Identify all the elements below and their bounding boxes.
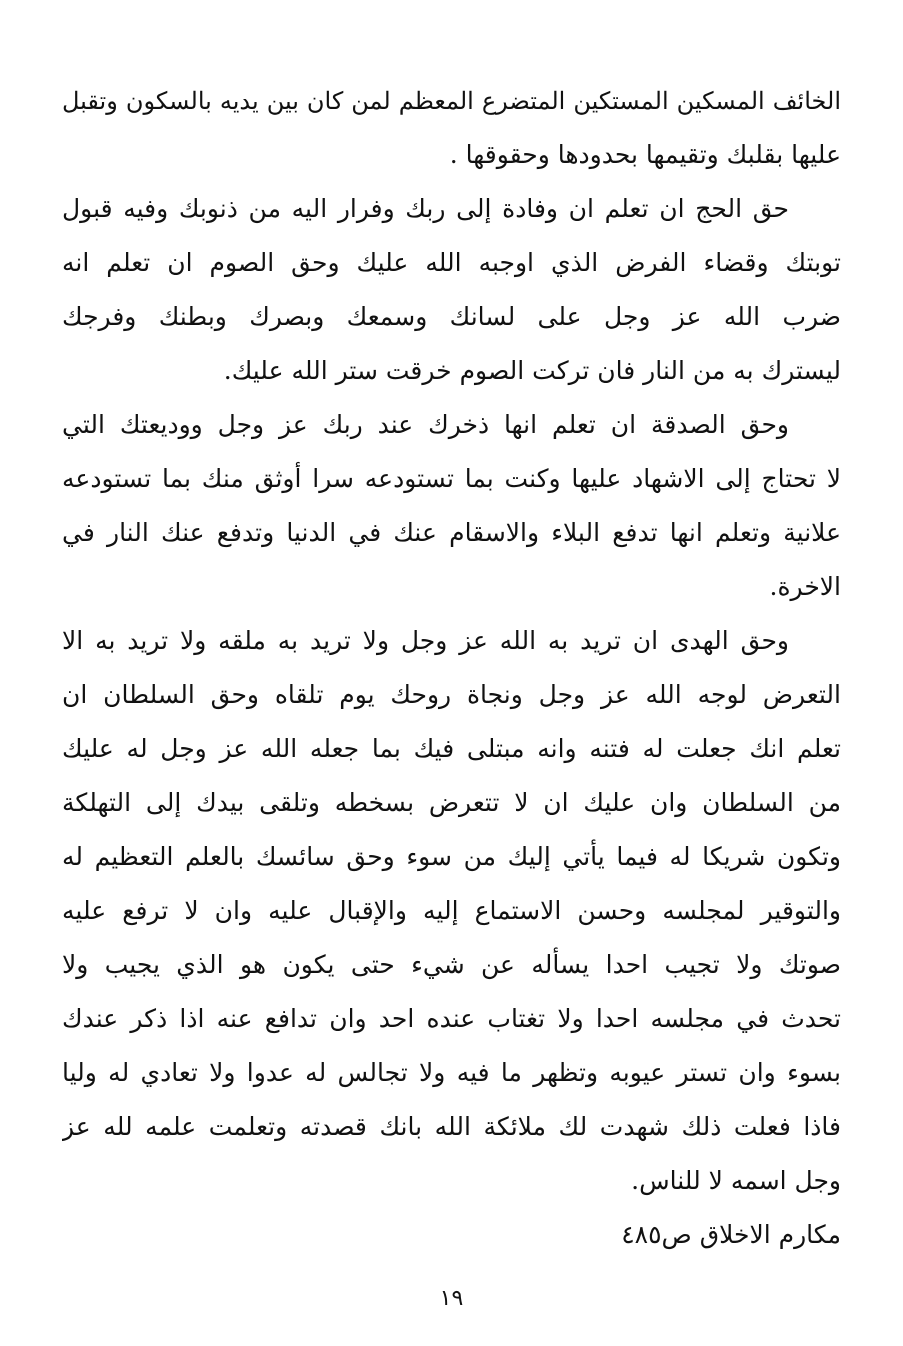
- source-citation: مكارم الاخلاق ص٤٨٥: [621, 1220, 841, 1249]
- text-line: ليسترك به من النار فان تركت الصوم خرقت ستر الله عليك.: [223, 356, 841, 385]
- paragraph-charity: [62, 398, 841, 614]
- text-line: من السلطان وان عليك ان لا تتعرض بسخطه وتلقى بيدك إلى التهلكة: [62, 788, 841, 817]
- text-line: التعرض لوجه الله عز وجل ونجاة روحك يوم تلقاه وحق السلطان ان: [62, 680, 841, 709]
- text-line: فاذا فعلت ذلك شهدت لك ملائكة الله بانك قصدته وتعلمت علمه لله عز: [62, 1112, 841, 1141]
- text-line: الخائف المسكين المستكين المتضرع المعظم لمن كان بين يديه بالسكون وتقبل: [62, 87, 841, 115]
- text-line: ضرب الله عز وجل على لسانك وسمعك وبصرك وبطنك وفرجك: [62, 302, 841, 331]
- text-line: عليها بقلبك وتقيمها بحدودها وحقوقها .: [449, 140, 841, 169]
- text-line: والتوقير لمجلسه وحسن الاستماع إليه والإقبال عليه وان لا ترفع عليه: [62, 896, 841, 925]
- text-line: توبتك وقضاء الفرض الذي اوجبه الله عليك وحق الصوم ان تعلم انه: [62, 248, 841, 277]
- text-line: لا تحتاج إلى الاشهاد عليها وكنت بما تستودعه سرا أوثق منك بما تستودعه: [62, 464, 841, 493]
- text-line: بسوء وان تستر عيوبه وتظهر ما فيه ولا تجالس له عدوا ولا تعادي له وليا: [62, 1058, 841, 1087]
- text-line: وحق الهدى ان تريد به الله عز وجل ولا تريد به ملقه ولا تريد به الا: [62, 626, 789, 655]
- text-line: تحدث في مجلسه احدا ولا تغتاب عنده احد وان تدافع عنه اذا ذكر عندك: [62, 1004, 841, 1033]
- text-line: وحق الصدقة ان تعلم انها ذخرك عند ربك عز وجل ووديعتك التي: [62, 410, 789, 439]
- text-line: وتكون شريكا له فيما يأتي إليك من سوء وحق سائسك بالعلم التعظيم له: [62, 842, 841, 871]
- text-line: علانية وتعلم انها تدفع البلاء والاسقام عنك في الدنيا وتدفع عنك النار في: [62, 518, 841, 547]
- text-line: وجل اسمه لا للناس.: [631, 1166, 841, 1195]
- text-line: حق الحج ان تعلم ان وفادة إلى ربك وفرار اليه من ذنوبك وفيه قبول: [62, 194, 789, 223]
- paragraph-hajj-fasting: [62, 182, 841, 398]
- paragraph-offering-authority: [62, 614, 841, 1208]
- text-line: صوتك ولا تجيب احدا يسأله عن شيء حتى يكون هو الذي يجيب ولا: [62, 950, 841, 979]
- text-line: الاخرة.: [769, 572, 841, 601]
- body-text: [62, 74, 841, 1262]
- page-number: ١٩: [439, 1286, 464, 1311]
- text-line: تعلم انك جعلت له فتنه وانه مبتلى فيك بما جعله الله عز وجل له عليك: [62, 734, 841, 763]
- paragraph-humility: [62, 74, 841, 182]
